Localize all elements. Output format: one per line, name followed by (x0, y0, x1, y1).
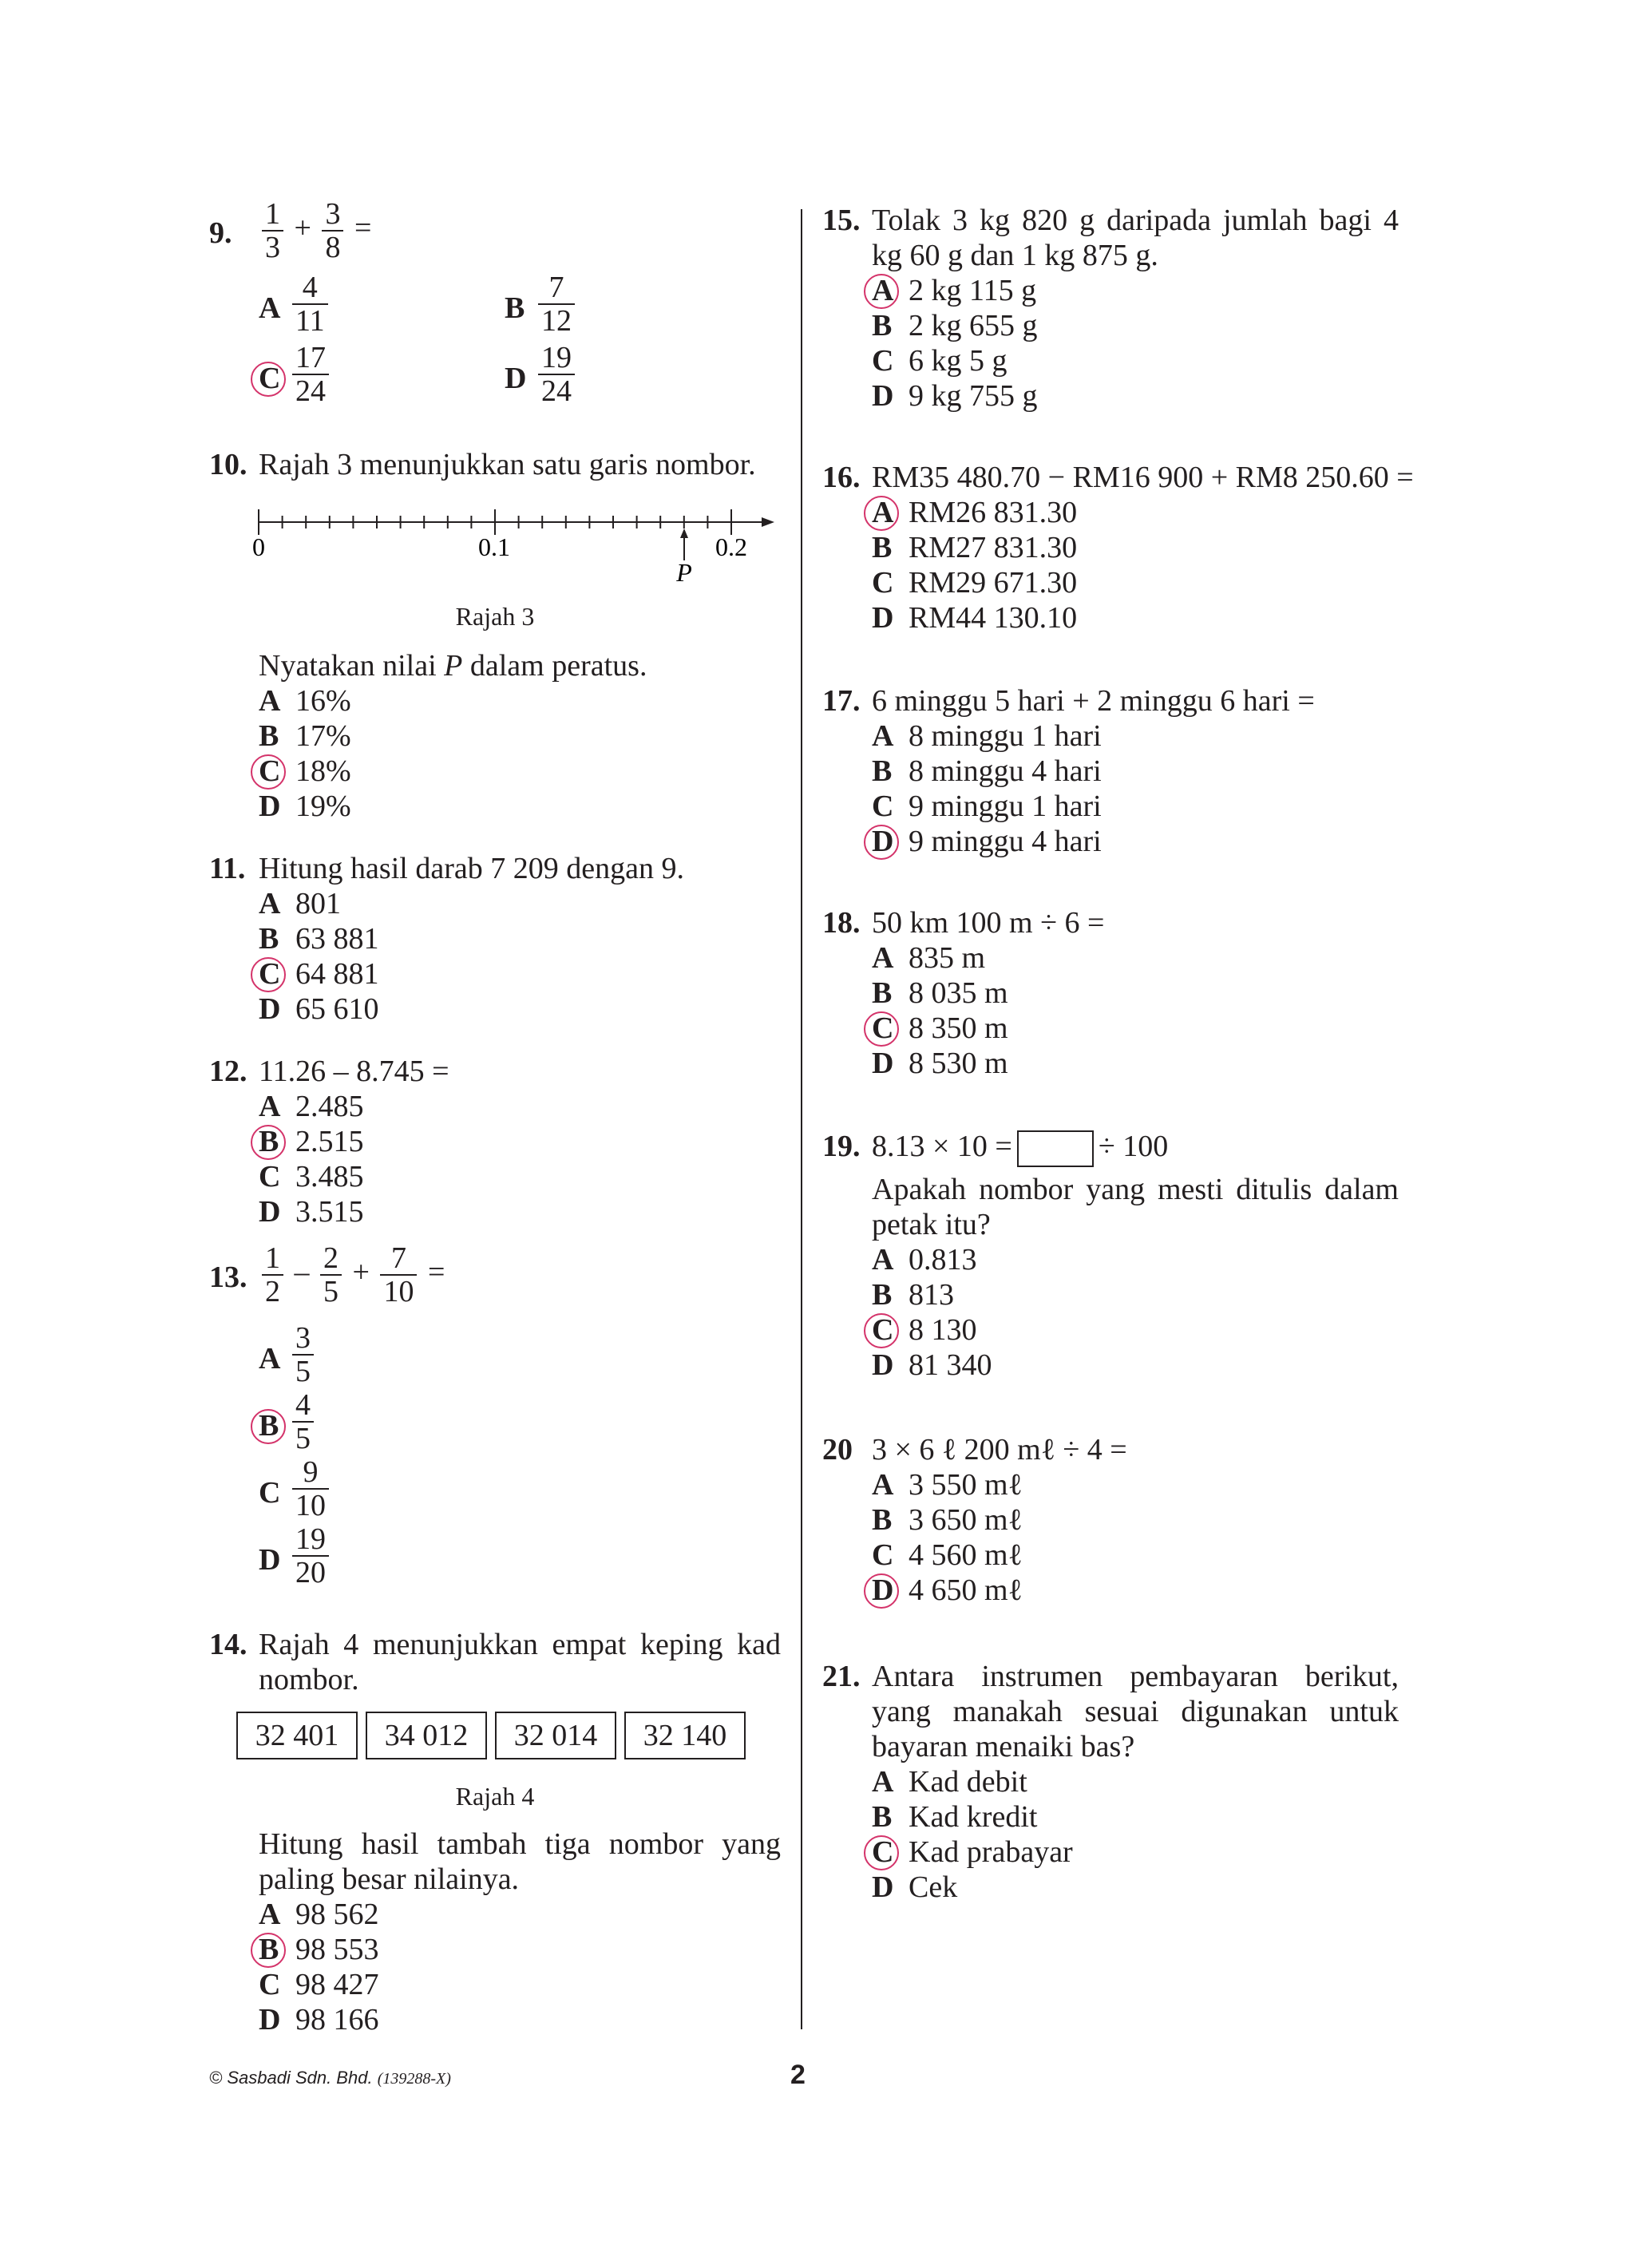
option-c[interactable]: C 8 130 (872, 1312, 977, 1348)
answer-circle (251, 362, 286, 397)
question-number: 13. (209, 1261, 247, 1294)
arrow-head-icon (762, 517, 774, 527)
option-a[interactable]: A 3 550 mℓ (872, 1468, 1023, 1502)
option-a[interactable]: A 0.813 (872, 1243, 977, 1276)
option-b[interactable]: B 3 650 mℓ (872, 1503, 1023, 1537)
answer-circle (864, 274, 899, 309)
option-d[interactable]: D 98 166 (259, 2003, 379, 2036)
option-d[interactable]: D 65 610 (259, 992, 379, 1026)
question-text: Hitung hasil darab 7 209 dengan 9. (259, 852, 684, 885)
option-a[interactable]: A 835 m (872, 941, 986, 975)
option-c[interactable]: C RM29 671.30 (872, 566, 1078, 600)
option-b[interactable]: B 8 035 m (872, 976, 1008, 1010)
option-d[interactable]: D Cek (872, 1870, 958, 1904)
question-number: 12. (209, 1055, 247, 1088)
option-b[interactable]: B Kad kredit (872, 1800, 1038, 1834)
figure-caption: Rajah 4 (455, 1782, 535, 1811)
pointer-label: P (676, 558, 692, 587)
question-number: 17. (822, 684, 861, 718)
option-b[interactable]: B 2 kg 655 g (872, 309, 1038, 342)
option-d[interactable]: D 3.515 (259, 1195, 364, 1229)
number-line-diagram (252, 498, 786, 587)
figure-caption: Rajah 3 (455, 602, 535, 631)
option-c[interactable]: C 6 kg 5 g (872, 344, 1008, 378)
question-text: RM35 480.70 − RM16 900 + RM8 250.60 = (872, 461, 1414, 494)
option-d[interactable]: D 9 kg 755 g (872, 379, 1038, 413)
number-card: 34 012 (366, 1712, 487, 1759)
question-number: 19. (822, 1130, 861, 1163)
option-a[interactable]: A 2 kg 115 g (872, 273, 1036, 308)
answer-circle (864, 1011, 899, 1047)
answer-circle (251, 1933, 286, 1968)
footer-copyright: © Sasbadi Sdn. Bhd. (139288-X) (209, 2068, 451, 2088)
number-line-ticks (259, 509, 731, 535)
option-b[interactable]: B 17% (259, 719, 351, 753)
question-text: Tolak 3 kg 820 g daripada jumlah bagi 4 kg 60 g dan 1 kg 875 g. (872, 204, 1399, 272)
answer-box[interactable] (1017, 1130, 1094, 1167)
question-expression: $\frac{1}{3}$ + $\frac{3}{8}$ = (259, 198, 371, 263)
question-number: 21. (822, 1660, 861, 1693)
worksheet-page: 9. $\frac{1}{3}$ + $\frac{3}{8}$ = A $\frac{4}{11}$ B $\frac{7}{12}$ C $\frac{17}{24}$ D $\frac{19}{24}$ 10. Rajah 3 menunjukkan satu garis nombor. 0 0.1 0.2 P Rajah 3 Nyatakan nilai P dalam peratus. A 16% B 17% C 18% D 19% 11. Hitung hasil darab 7 209 dengan 9. A 801 B 63 881 C 64 881 D 65 610 12. 11.26 – 8.745 = A 2.485 B 2.515 C 3.485 D 3.515 13. $\frac{1}{2}$ – $\frac{2}{5}$ + $\frac{7}{10}$ = A $\frac{3}{5}$ B $\frac{4}{5}$ C $\frac{9}{10}$ D $\frac{19}{20}$ 14. Rajah 4 menunjukkan empat keping kad nombor. 32 401 34 012 32 014 32 140 Rajah 4 Hitung hasil tambah tiga nombor yang paling besar nilainya. A 98 562 B 98 553 C 98 427 D 98 166 15. Tolak 3 kg 820 g daripada jumlah bagi 4 kg 60 g dan 1 kg 875 g. A 2 kg 115 g B 2 kg 655 g C 6 kg 5 g D 9 kg 755 g 16. RM35 480.70 − RM16 900 + RM8 250.60 = A RM26 831.30 B RM27 831.30 C RM29 671.30 D RM44 130.10 17. 6 minggu 5 hari + 2 minggu 6 hari = A 8 minggu 1 hari B 8 minggu 4 hari C 9 minggu 1 hari D 9 minggu 4 hari 18. 50 km 100 m ÷ 6 = A 835 m B 8 035 m C 8 350 m D 8 530 m 19. 8.13 × 10 = ÷ 100 Apakah nombor yang mesti ditulis dalam petak itu? A 0.813 B 813 C 8 130 D 81 340 20 3 × 6 ℓ 200 mℓ ÷ 4 = A 3 550 mℓ B 3 650 mℓ C 4 560 mℓ D 4 650 mℓ 21. Antara instrumen pembayaran berikut, yang manakah sesuai digunakan untuk bayaran menaiki bas? A Kad debit B Kad kredit C Kad prabayar D Cek © Sasbadi Sdn. Bhd. (139288-X) 2 (209, 197, 1414, 2090)
option-d[interactable]: D 9 minggu 4 hari (872, 824, 1102, 859)
question-text: Hitung hasil tambah tiga nombor yang paling besar nilainya. (259, 1827, 781, 1896)
question-text: 6 minggu 5 hari + 2 minggu 6 hari = (872, 684, 1315, 718)
answer-circle (251, 1125, 286, 1160)
label-start: 0 (252, 532, 265, 561)
option-c[interactable]: C 64 881 (259, 956, 379, 992)
answer-circle (864, 1573, 899, 1609)
question-text: Rajah 3 menunjukkan satu garis nombor. (259, 448, 756, 481)
question-number: 11. (209, 852, 246, 885)
number-card: 32 401 (236, 1712, 358, 1759)
option-d[interactable]: D 19% (259, 790, 351, 823)
question-number: 9. (209, 216, 232, 250)
question-expression: 8.13 × 10 = ÷ 100 (872, 1129, 1168, 1167)
answer-circle (864, 1313, 899, 1348)
company-number: (139288-X) (377, 2070, 451, 2088)
answer-circle (251, 1409, 286, 1444)
option-b[interactable]: B RM27 831.30 (872, 531, 1078, 564)
option-a[interactable]: A 2.485 (259, 1090, 364, 1123)
option-a[interactable]: A Kad debit (872, 1765, 1027, 1799)
option-b[interactable]: B 813 (872, 1278, 954, 1312)
option-b[interactable]: B 2.515 (259, 1124, 364, 1159)
label-end: 0.2 (715, 532, 747, 561)
question-text: 11.26 – 8.745 = (259, 1055, 449, 1088)
question-text: Apakah nombor yang mesti ditulis dalam petak itu? (872, 1173, 1399, 1241)
option-c[interactable]: C 8 350 m (872, 1011, 1008, 1046)
option-a[interactable]: A 16% (259, 684, 351, 718)
option-b[interactable]: B 8 minggu 4 hari (872, 754, 1102, 788)
option-c[interactable]: C 18% (259, 754, 351, 789)
answer-circle (864, 825, 899, 860)
number-card: 32 014 (495, 1712, 616, 1759)
question-expression: $\frac{1}{2}$ – $\frac{2}{5}$ + $\frac{7}{10}$ = (259, 1242, 445, 1308)
question-text: 3 × 6 ℓ 200 mℓ ÷ 4 = (872, 1433, 1127, 1466)
page-number: 2 (790, 2060, 806, 2090)
option-b[interactable]: B 98 553 (259, 1932, 379, 1967)
option-a[interactable]: A 8 minggu 1 hari (872, 719, 1102, 753)
column-divider (801, 209, 802, 2029)
question-number: 14. (209, 1628, 247, 1661)
option-d[interactable]: D 8 530 m (872, 1047, 1008, 1080)
option-b[interactable]: B 63 881 (259, 922, 379, 956)
answer-circle (251, 957, 286, 992)
question-number: 15. (822, 204, 861, 237)
option-c[interactable]: C 9 minggu 1 hari (872, 790, 1102, 823)
option-d[interactable]: D RM44 130.10 (872, 601, 1078, 635)
answer-circle (864, 1835, 899, 1870)
fraction: $\frac{1}{3}$ (262, 198, 283, 263)
option-a[interactable]: A 801 (259, 887, 341, 920)
question-text: Nyatakan nilai P dalam peratus. (259, 649, 647, 683)
option-c[interactable]: C 4 560 mℓ (872, 1538, 1023, 1572)
pointer-arrow-icon (680, 528, 688, 538)
question-number: 10. (209, 448, 247, 481)
question-text: Rajah 4 menunjukkan empat keping kad nombor. (259, 1628, 781, 1696)
option-a[interactable]: A RM26 831.30 (872, 495, 1077, 530)
option-d[interactable]: D 4 650 mℓ (872, 1573, 1023, 1608)
question-text: Antara instrumen pembayaran berikut, yang manakah sesuai digunakan untuk bayaran menaiki bas? (872, 1660, 1399, 1763)
option-a[interactable]: A 98 562 (259, 1898, 379, 1931)
question-number: 16. (822, 461, 861, 494)
option-d[interactable]: D 81 340 (872, 1348, 992, 1382)
fraction: $\frac{3}{8}$ (322, 198, 343, 263)
question-text: 50 km 100 m ÷ 6 = (872, 906, 1105, 940)
question-number: 20 (822, 1433, 853, 1466)
option-c[interactable]: C 3.485 (259, 1160, 364, 1193)
label-mid: 0.1 (478, 532, 510, 561)
answer-circle (251, 754, 286, 790)
option-c[interactable]: C 98 427 (259, 1968, 379, 2001)
answer-circle (864, 496, 899, 531)
number-card: 32 140 (624, 1712, 746, 1759)
question-number: 18. (822, 906, 861, 940)
option-c[interactable]: C Kad prabayar (872, 1835, 1073, 1870)
